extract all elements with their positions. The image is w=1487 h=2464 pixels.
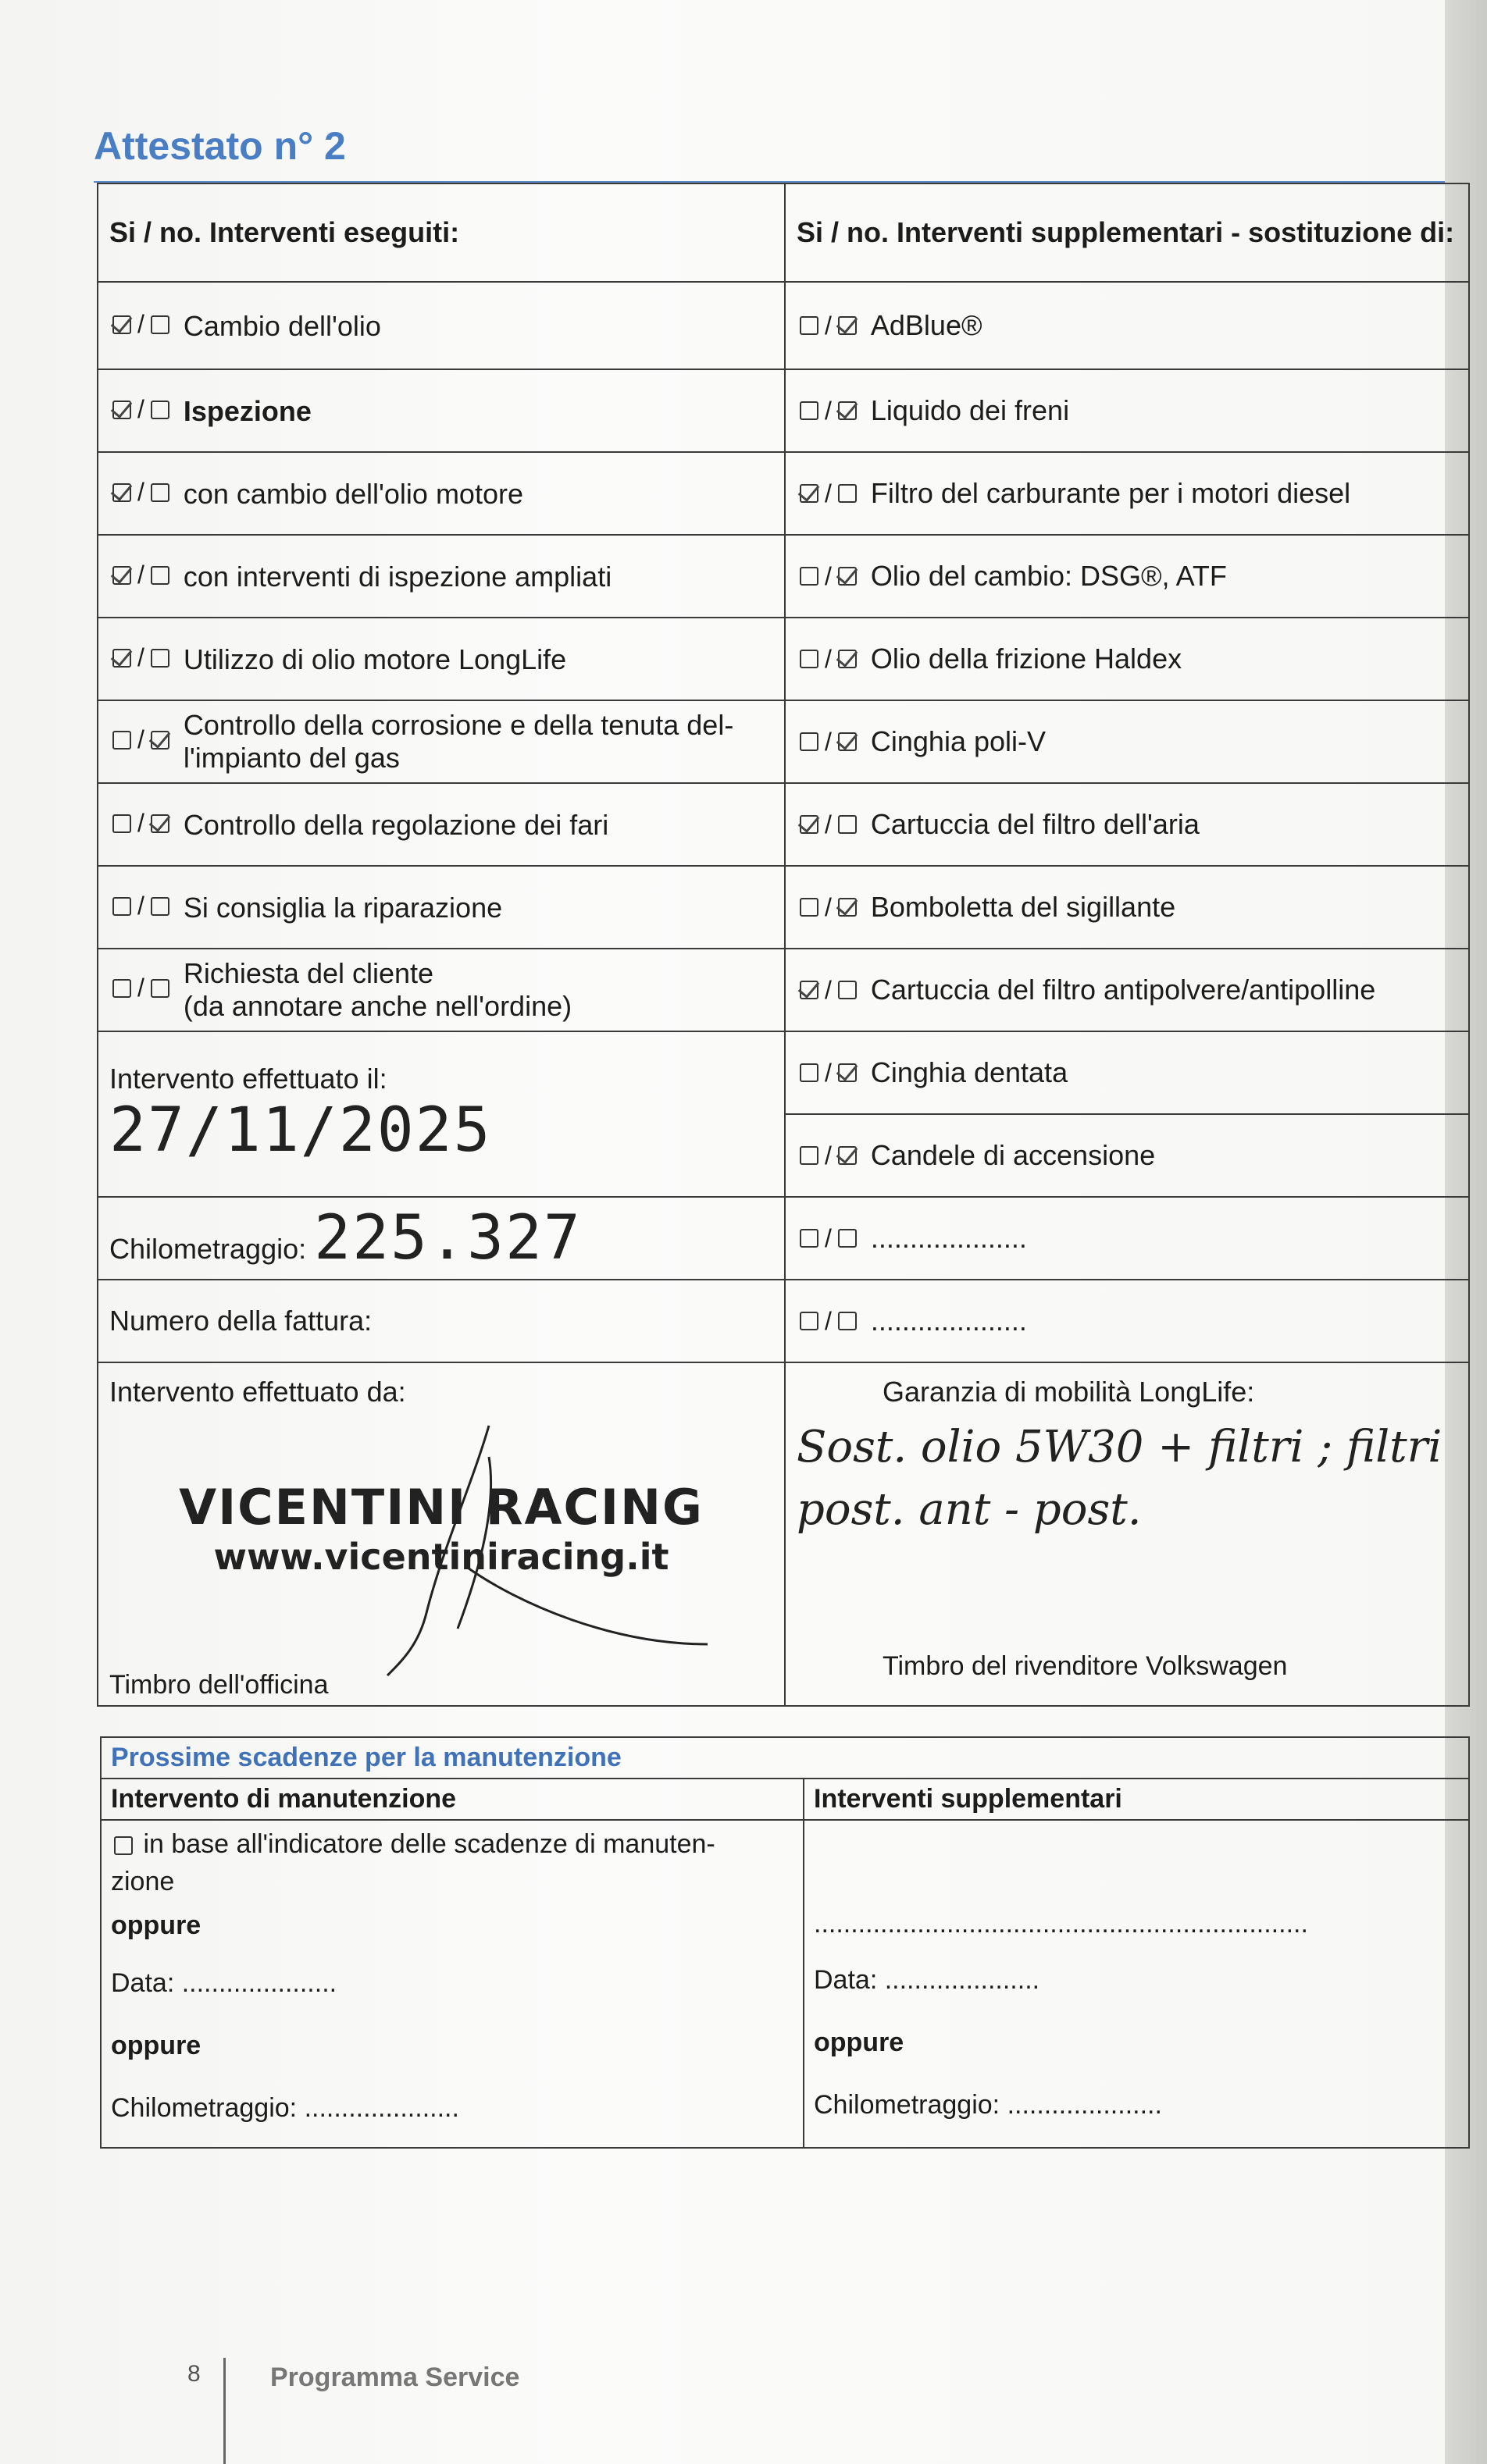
- si-no-checkboxes[interactable]: [797, 976, 860, 1005]
- slash-separator: /: [137, 643, 144, 672]
- intervento-text: Controllo della regolazione dei fari: [183, 809, 609, 842]
- checkbox-no-icon[interactable]: [838, 898, 857, 917]
- right-item-label: ....................: [870, 1305, 1027, 1337]
- checkbox-si-icon[interactable]: [112, 814, 131, 833]
- checkbox-si-icon[interactable]: [800, 732, 818, 751]
- checkbox-si-icon[interactable]: [800, 1063, 818, 1082]
- supplementare-label: AdBlue®: [870, 309, 982, 341]
- prossime-right-cell: [804, 1820, 1469, 2148]
- intervento-cell: [98, 618, 785, 700]
- checkbox-no-icon[interactable]: [151, 814, 169, 833]
- checkbox-no-icon[interactable]: [838, 1312, 857, 1330]
- checkbox-no-icon[interactable]: [838, 316, 857, 335]
- prossime-right-line-1: ...................................................................: [814, 1909, 1308, 1939]
- checkbox-si-icon[interactable]: [800, 1229, 818, 1248]
- checkbox-si-icon[interactable]: [800, 567, 818, 586]
- si-no-checkboxes[interactable]: [109, 395, 173, 424]
- header-right: Si / no. Interventi supplementari - sostituzione di:: [785, 183, 1469, 282]
- fattura-label: Numero della fattura:: [109, 1305, 373, 1337]
- si-no-checkboxes[interactable]: [109, 561, 173, 589]
- intervento-text: con interventi di ispezione ampliati: [183, 561, 612, 593]
- slash-separator: /: [825, 1223, 832, 1252]
- checkbox-si-icon[interactable]: [112, 979, 131, 998]
- slash-separator: /: [137, 310, 144, 339]
- checkbox-si-icon[interactable]: [800, 1312, 818, 1330]
- prossime-left-line-5: oppure: [111, 2031, 201, 2060]
- right-item: [786, 1115, 1468, 1196]
- handwritten-note-2: post. ant - post.: [797, 1484, 1142, 1535]
- si-no-checkboxes[interactable]: [109, 310, 173, 339]
- slash-separator: /: [137, 395, 144, 424]
- slash-separator: /: [825, 396, 832, 425]
- signature-scribble: [286, 1410, 723, 1683]
- si-no-checkboxes[interactable]: [109, 725, 173, 754]
- checkbox-no-icon[interactable]: [151, 566, 169, 585]
- slash-separator: /: [825, 1058, 832, 1087]
- si-no-checkboxes[interactable]: [797, 562, 860, 591]
- supplementare-cell: [785, 949, 1469, 1031]
- prossime-left-text: in base all'indicatore delle scadenze di manuten-: [143, 1829, 715, 1859]
- intervento-text-line2: (da annotare anche nell'ordine): [183, 990, 572, 1022]
- prossime-right-line-3: oppure: [814, 2028, 904, 2057]
- checkbox-no-icon[interactable]: [838, 401, 857, 420]
- supplementare-cell: [785, 282, 1469, 369]
- prossime-left-line-6: Chilometraggio: .....................: [111, 2093, 459, 2123]
- checkbox-si-icon[interactable]: [112, 731, 131, 750]
- page-title: Attestato n° 2: [94, 124, 346, 168]
- intervento-cell: [98, 452, 785, 535]
- slash-separator: /: [825, 1141, 832, 1170]
- fattura-cell: [98, 1280, 785, 1362]
- prossime-left-cell: [101, 1820, 804, 2148]
- intervento-date-cell: [98, 1031, 785, 1197]
- interventi-row: [98, 783, 1469, 866]
- supplementare-cell: [785, 783, 1469, 866]
- col-right-header: Interventi supplementari: [804, 1779, 1469, 1820]
- si-no-checkboxes[interactable]: [797, 479, 860, 508]
- si-no-checkboxes[interactable]: [797, 1059, 860, 1088]
- si-no-checkboxes[interactable]: [797, 312, 860, 340]
- supplementare-cell: [785, 369, 1469, 452]
- checkbox-si-icon[interactable]: [800, 1146, 818, 1165]
- intervento-cell: [98, 700, 785, 783]
- checkbox-no-icon[interactable]: [151, 401, 169, 419]
- garanzia-cell: [785, 1362, 1469, 1706]
- si-no-checkboxes[interactable]: [797, 1224, 860, 1253]
- slash-separator: /: [137, 974, 144, 1002]
- checkbox-no-icon[interactable]: [838, 815, 857, 834]
- checkbox-si-icon[interactable]: [112, 483, 131, 502]
- intervento-label: [184, 561, 612, 593]
- supplementare-label: Liquido dei freni: [870, 394, 1070, 426]
- intervento-cell: [98, 282, 785, 369]
- checkbox-si-icon[interactable]: [800, 981, 818, 999]
- right-item-label: Candele di accensione: [870, 1139, 1156, 1171]
- supplementare-label: Cinghia poli-V: [870, 725, 1047, 757]
- km-label: Chilometraggio:: [109, 1233, 307, 1265]
- checkbox-si-icon[interactable]: [112, 649, 131, 668]
- interventi-row: [98, 535, 1469, 618]
- checkbox-si-icon[interactable]: [112, 401, 131, 419]
- intervento-text: Utilizzo di olio motore LongLife: [183, 643, 567, 676]
- si-no-checkboxes[interactable]: [797, 397, 860, 426]
- km-cell: [98, 1197, 785, 1280]
- si-no-checkboxes[interactable]: [109, 892, 173, 920]
- checkbox-no-icon[interactable]: [838, 1146, 857, 1165]
- interventi-row: [98, 866, 1469, 949]
- checkbox-no-icon[interactable]: [151, 897, 169, 916]
- footer-divider: [223, 2358, 226, 2464]
- garanzia-label: Garanzia di mobilità LongLife:: [883, 1376, 1255, 1408]
- interventi-row: [98, 452, 1469, 535]
- checkbox-si-icon[interactable]: [112, 566, 131, 585]
- checkbox-no-icon[interactable]: [838, 650, 857, 668]
- interventi-row: [98, 618, 1469, 700]
- supplementare-label: Cartuccia del filtro dell'aria: [870, 808, 1200, 840]
- checkbox-no-icon[interactable]: [838, 1063, 857, 1082]
- prossime-left-line-2: zione: [111, 1867, 175, 1896]
- checkbox-si-icon[interactable]: [800, 898, 818, 917]
- intervento-text: Ispezione: [183, 395, 312, 428]
- effettuato-da-cell: [98, 1362, 785, 1706]
- slash-separator: /: [137, 478, 144, 507]
- handwritten-note-1: Sost. olio 5W30 + filtri ; filtri: [797, 1422, 1442, 1472]
- supplementare-cell: [785, 700, 1469, 783]
- intervento-date: 27/11/2025: [109, 1095, 492, 1166]
- supplementare-label: Cartuccia del filtro antipolvere/antipolline: [870, 974, 1376, 1006]
- supplementare-label: Olio del cambio: DSG®, ATF: [870, 560, 1227, 592]
- intervento-label: [184, 478, 523, 511]
- intervento-cell: [98, 949, 785, 1031]
- checkbox-no-icon[interactable]: [838, 732, 857, 751]
- interventi-row: [98, 282, 1469, 369]
- intervento-text: Richiesta del cliente: [183, 957, 434, 989]
- checkbox-no-icon[interactable]: [151, 979, 169, 998]
- checkbox-no-icon[interactable]: [151, 483, 169, 502]
- right-item: [785, 1197, 1469, 1280]
- si-no-checkboxes[interactable]: [109, 809, 173, 838]
- effettuato-da-label: Intervento effettuato da:: [109, 1376, 406, 1408]
- checkbox-si-icon[interactable]: [112, 897, 131, 916]
- slash-separator: /: [825, 311, 832, 340]
- page-number: 8: [187, 2361, 201, 2387]
- stamp-name: VICENTINI RACING: [179, 1479, 704, 1536]
- checkbox-si-icon[interactable]: [112, 315, 131, 334]
- right-item-label: Cinghia dentata: [870, 1056, 1068, 1088]
- supplementare-label: Bomboletta del sigillante: [870, 891, 1176, 923]
- intervento-label: [184, 957, 572, 1023]
- prossime-left-line-1: [111, 1825, 793, 1863]
- slash-separator: /: [825, 644, 832, 673]
- intervento-label: [184, 709, 733, 774]
- checkbox-si-icon[interactable]: [800, 484, 818, 503]
- prossime-right-line-2: Data: .....................: [814, 1965, 1040, 1995]
- slash-separator: /: [825, 1306, 832, 1335]
- checkbox-si-icon[interactable]: [800, 815, 818, 834]
- intervento-cell: [98, 783, 785, 866]
- si-no-checkboxes[interactable]: [109, 478, 173, 507]
- checkbox-no-icon[interactable]: [151, 315, 169, 334]
- checkbox-icon: [114, 1836, 133, 1855]
- prossime-title: Prossime scadenze per la manutenzione: [101, 1737, 1469, 1779]
- slash-separator: /: [137, 561, 144, 589]
- intervento-label: [184, 892, 502, 924]
- si-no-checkboxes[interactable]: [797, 810, 860, 839]
- slash-separator: /: [825, 810, 832, 839]
- interventi-row: [98, 949, 1469, 1031]
- km-value: 225.327: [314, 1203, 582, 1273]
- intervento-text: Controllo della corrosione e della tenuta del-: [183, 709, 734, 741]
- header-left: Si / no. Interventi eseguiti:: [98, 183, 785, 282]
- checkbox-si-icon[interactable]: [800, 401, 818, 420]
- right-item: [785, 1280, 1469, 1362]
- supplementare-cell: [785, 866, 1469, 949]
- supplementare-label: Olio della frizione Haldex: [870, 643, 1182, 675]
- intervento-label: [184, 809, 608, 842]
- slash-separator: /: [825, 561, 832, 590]
- slash-separator: /: [137, 892, 144, 920]
- intervento-label: [184, 395, 312, 428]
- checkbox-si-icon[interactable]: [800, 650, 818, 668]
- si-no-checkboxes[interactable]: [109, 974, 173, 1002]
- slash-separator: /: [137, 725, 144, 754]
- intervento-label: [184, 643, 566, 676]
- intervento-label: [184, 310, 381, 343]
- timbro-rivenditore-label: Timbro del rivenditore Volkswagen: [883, 1651, 1288, 1681]
- col-left-header: Intervento di manutenzione: [101, 1779, 804, 1820]
- timbro-officina-label: Timbro dell'officina: [109, 1670, 329, 1700]
- intervento-cell: [98, 369, 785, 452]
- slash-separator: /: [825, 479, 832, 507]
- checkbox-no-icon[interactable]: [838, 484, 857, 503]
- slash-separator: /: [825, 892, 832, 921]
- footer-section: Programma Service: [270, 2363, 520, 2392]
- intervento-cell: [98, 866, 785, 949]
- checkbox-no-icon[interactable]: [151, 731, 169, 750]
- checkbox-si-icon[interactable]: [800, 316, 818, 335]
- checkbox-no-icon[interactable]: [838, 981, 857, 999]
- si-no-checkboxes[interactable]: [797, 893, 860, 922]
- si-no-checkboxes[interactable]: [797, 728, 860, 757]
- prossime-scadenze-table: [100, 1736, 1470, 2149]
- right-item-label: ....................: [870, 1222, 1027, 1254]
- right-item: [786, 1032, 1468, 1115]
- slash-separator: /: [825, 975, 832, 1004]
- si-no-checkboxes[interactable]: [797, 645, 860, 674]
- supplementare-cell: [785, 535, 1469, 618]
- interventi-row: [98, 369, 1469, 452]
- intervento-text: con cambio dell'olio motore: [183, 478, 523, 511]
- checkbox-no-icon[interactable]: [151, 649, 169, 668]
- intervento-text-line2: l'impianto del gas: [183, 742, 400, 774]
- checkbox-no-icon[interactable]: [838, 1229, 857, 1248]
- right-lower-items-1: [785, 1031, 1469, 1197]
- supplementare-cell: [785, 618, 1469, 700]
- si-no-checkboxes[interactable]: [797, 1141, 860, 1170]
- intervento-text: Cambio dell'olio: [183, 310, 381, 343]
- checkbox-no-icon[interactable]: [838, 567, 857, 586]
- slash-separator: /: [137, 809, 144, 838]
- slash-separator: /: [825, 727, 832, 756]
- interventi-rows: [98, 282, 1469, 1031]
- intervento-text: Si consiglia la riparazione: [183, 892, 503, 924]
- interventi-table: [97, 183, 1470, 1707]
- prossime-left-line-4: Data: .....................: [111, 1968, 337, 1998]
- si-no-checkboxes[interactable]: [109, 643, 173, 672]
- supplementare-cell: [785, 452, 1469, 535]
- intervento-cell: [98, 535, 785, 618]
- prossime-left-line-3: oppure: [111, 1910, 201, 1940]
- supplementare-label: Filtro del carburante per i motori diesel: [870, 477, 1351, 509]
- intervento-label: Intervento effettuato il:: [109, 1063, 387, 1095]
- interventi-row: [98, 700, 1469, 783]
- prossime-right-line-4: Chilometraggio: .....................: [814, 2090, 1162, 2120]
- si-no-checkboxes[interactable]: [797, 1307, 860, 1336]
- stamp-website: www.vicentiniracing.it: [213, 1536, 669, 1578]
